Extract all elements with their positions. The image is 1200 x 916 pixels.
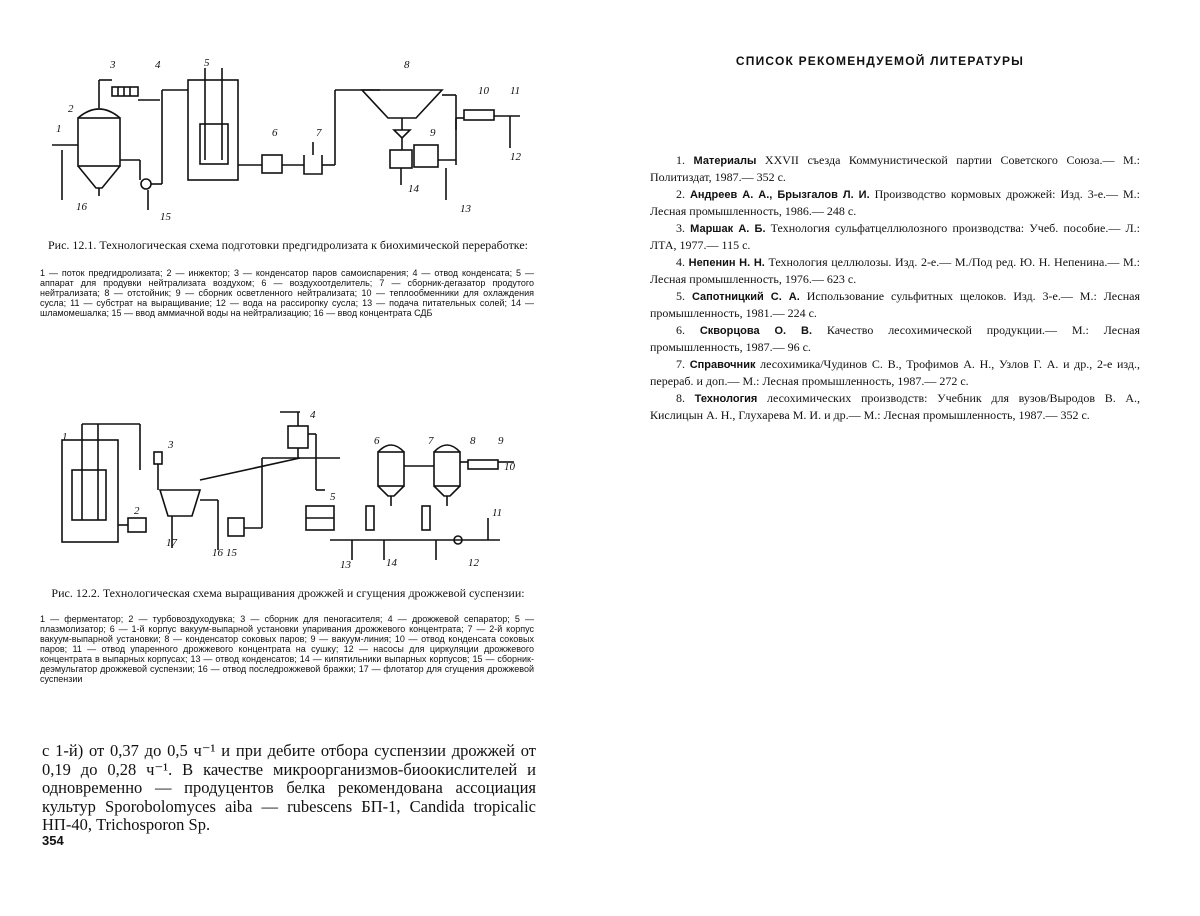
- reference-item: 2. Андреев А. А., Брызгалов Л. И. Производство кормовых дрожжей: Изд. 3-е.— М.: Лесная промышленность, 1986.— 248 с.: [650, 187, 1141, 218]
- fig2-label-3: 3: [168, 439, 174, 451]
- references-title: СПИСОК РЕКОМЕНДУЕМОЙ ЛИТЕРАТУРЫ: [735, 54, 1025, 68]
- fig1-label-7: 7: [316, 127, 322, 139]
- fig2-label-12: 12: [468, 557, 479, 569]
- figure-12-2-legend: 1 — ферментатор; 2 — турбовоздуходувка; 3 — сборник для пеногасителя; 4 — дрожжевой сепаратор; 5 — плазмолизатор; 6 — 1-й корпус вакуум-выпарной установки упаривания дрожжевого концентрата; 7 — 2-й корпус вакуум-выпарной установки; 8 — конденсатор соковых паров; 9 — вакуум-линия; 10 — отвод конденсата соковых паров; 11 — отвод упаренного дрожжевого концентрата на сушку; 12 — насосы для циркуляции дрожжевого концентрата в выпарных корпусах; 13 — отвод конденсатов; 14 — кипятильники выпарных корпусов; 15 — сборник-деэмульгатор дрожжевой суспензии; 16 — отвод последрожжевой бражки; 17 — флотатор для сгущения дрожжевой суспензии: [40, 614, 534, 684]
- fig2-label-5: 5: [330, 491, 336, 503]
- fig1-label-11: 11: [510, 85, 521, 97]
- fig2-label-13a: 13: [340, 559, 351, 571]
- figure-12-1-caption: Рис. 12.1. Технологическая схема подготовки предгидролизата к биохимической переработке:: [48, 238, 528, 252]
- fig1-label-6: 6: [272, 127, 278, 139]
- reference-item: 3. Маршак А. Б. Технология сульфатцеллюлозного производства: Учеб. пособие.— Л.: ЛТА, 1977.— 115 с.: [650, 221, 1140, 252]
- fig1-label-15: 15: [160, 211, 171, 223]
- reference-item: 6. Скворцова О. В. Качество лесохимической продукции.— М.: Лесная промышленность, 1987.— 96 с.: [650, 323, 1140, 354]
- fig1-label-9: 9: [430, 127, 436, 139]
- fig1-label-5: 5: [204, 57, 210, 69]
- right-page: [600, 0, 1200, 916]
- reference-item: 8. Технология лесохимических производств: Учебник для вузов/Выродов В. А., Кислицын А. Н., Глухарева М. И. и др.— М.: Лесная промышленность, 1987.— 352 с.: [650, 391, 1141, 422]
- fig1-label-16: 16: [76, 201, 87, 213]
- references-list: [650, 152, 1140, 424]
- figure-12-2-caption: Рис. 12.2. Технологическая схема выращивания дрожжей и сгущения дрожжевой суспензии:: [51, 586, 525, 600]
- fig1-label-10: 10: [478, 85, 489, 97]
- fig2-label-7: 7: [428, 435, 434, 447]
- fig2-label-9: 9: [498, 435, 504, 447]
- fig2-label-14: 14: [386, 557, 397, 569]
- fig2-label-6: 6: [374, 435, 380, 447]
- fig2-label-15: 15: [226, 547, 237, 559]
- figure-12-2-diagram: [0, 400, 600, 590]
- fig2-label-10: 10: [504, 461, 515, 473]
- fig1-label-13: 13: [460, 203, 471, 215]
- fig2-label-4: 4: [310, 409, 316, 421]
- fig2-label-16: 16: [212, 547, 223, 559]
- fig1-label-14: 14: [408, 183, 419, 195]
- fig1-label-12: 12: [510, 151, 521, 163]
- fig1-label-4: 4: [155, 59, 161, 71]
- fig2-label-17: 17: [166, 537, 177, 549]
- body-text: с 1-й) от 0,37 до 0,5 ч⁻¹ и при дебите отбора суспензии дрожжей от 0,19 до 0,28 ч⁻¹. В качестве микроорганизмов-биоокислителей и одновременно — продуцентов белка рекомендована ассоциация культур Sporobolomyces aiba — rubescens БП-1, Candida tropicalic НП-40, Trichosporon Sp.: [42, 741, 536, 834]
- fig2-label-2: 2: [134, 505, 140, 517]
- fig2-label-11: 11: [492, 507, 503, 519]
- page-number: 354: [42, 833, 64, 848]
- reference-item: 7. Справочник лесохимика/Чудинов С. В., Трофимов А. Н., Узлов Г. А. и др., 2-е изд., перераб. и доп.— М.: Лесная промышленность, 1987.— 272 с.: [650, 357, 1141, 388]
- reference-item: 5. Сапотницкий С. А. Использование сульфитных щелоков. Изд. 3-е.— М.: Лесная промышленность, 1981.— 224 с.: [650, 289, 1141, 320]
- reference-item: 4. Непенин Н. Н. Технология целлюлозы. Изд. 2-е.— М./Под ред. Ю. Н. Непенина.— М.: Лесная промышленность, 1976.— 623 с.: [650, 255, 1140, 286]
- fig1-label-2: 2: [68, 103, 74, 115]
- figure-12-1-legend: 1 — поток предгидролизата; 2 — инжектор; 3 — конденсатор паров самоиспарения; 4 — отвод конденсата; 5 — аппарат для продувки нейтрализата воздухом; 6 — воздухоотделитель; 7 — сборник-дегазатор продутого нейтрализата; 8 — отстойник; 9 — сборник осветленного нейтрализата; 10 — теплообменники для охлаждения сусла; 11 — субстрат на выращивание; 12 — вода на рассиропку сусла; 13 — подача питательных солей; 14 — шламомешалка; 15 — ввод аммиачной воды на нейтрализацию; 16 — ввод концентрата СДБ: [40, 268, 534, 318]
- figure-12-1-diagram: [0, 0, 600, 230]
- fig1-label-3: 3: [110, 59, 116, 71]
- fig2-label-1: 1: [62, 431, 68, 443]
- fig1-label-8: 8: [404, 59, 410, 71]
- fig2-label-8: 8: [470, 435, 476, 447]
- reference-item: 1. Материалы XXVII съезда Коммунистической партии Советского Союза.— М.: Политиздат, 1987.— 352 с.: [650, 153, 1140, 184]
- fig1-label-1: 1: [56, 123, 62, 135]
